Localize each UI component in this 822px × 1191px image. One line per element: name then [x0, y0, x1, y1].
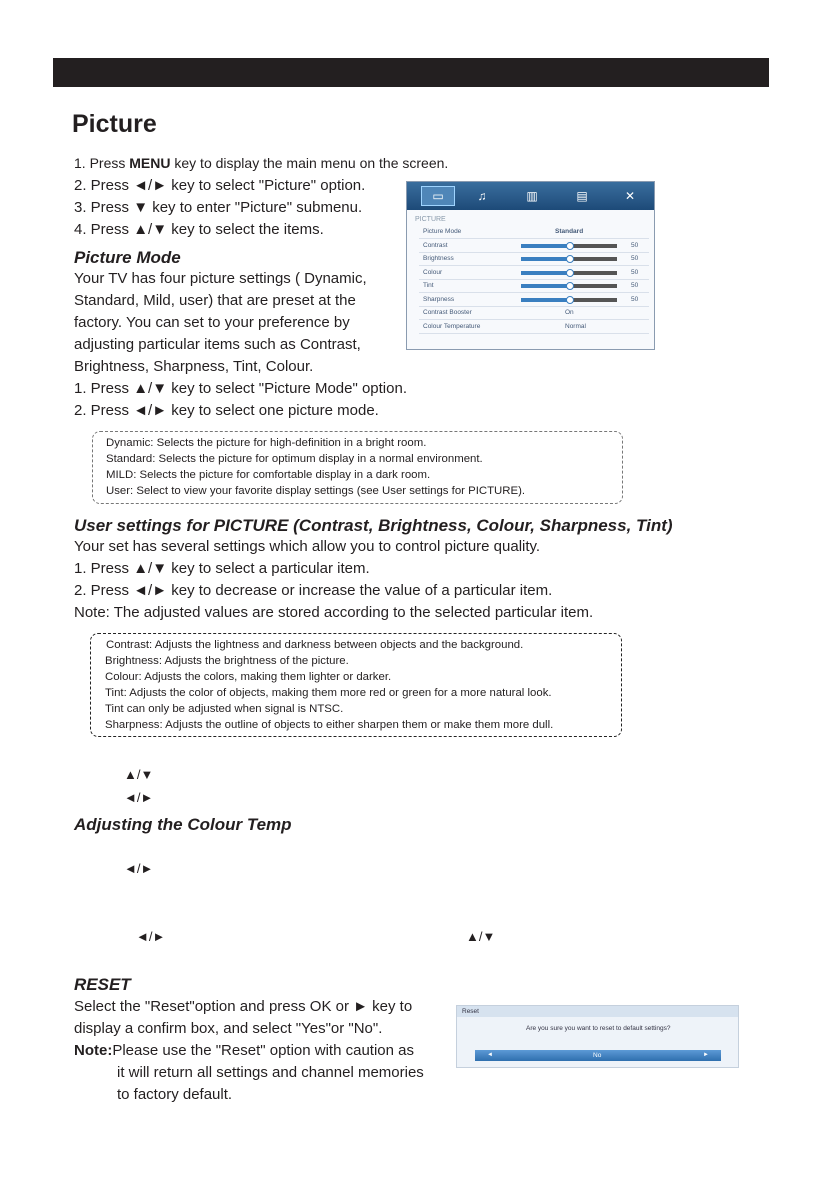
slider-fill — [521, 244, 569, 248]
menu-item-value: Normal — [565, 322, 586, 330]
info-brightness: Brightness: Adjusts the brightness of the picture. — [105, 655, 349, 667]
menu-item-value: 50 — [631, 282, 639, 289]
menu-row-divider — [419, 306, 649, 307]
slider-fill — [521, 271, 569, 275]
picture-mode-text-4: adjusting particular items such as Contrast, — [74, 336, 361, 353]
setup-tab-icon: ✕ — [624, 189, 636, 203]
menu-body — [407, 210, 655, 350]
menu-item-label: Picture Mode — [423, 228, 462, 235]
user-settings-step-2: 2. Press ◄/► key to decrease or increase the value of a particular item. — [74, 582, 553, 599]
note-label: Note: — [74, 1042, 113, 1059]
right-arrow-icon: ► — [703, 1052, 709, 1058]
reset-note-2: it will return all settings and channel memories — [117, 1064, 424, 1081]
down-key-icon: ▼ — [133, 199, 149, 216]
menu-item-label: Tint — [423, 282, 434, 289]
menu-row-divider — [419, 319, 649, 320]
step-1: 1. Press MENU key to display the main menu on the screen. — [74, 155, 449, 171]
picture-mode-text-1: Your TV has four picture settings ( Dynamic, — [74, 270, 367, 287]
info-sharpness: Sharpness: Adjusts the outline of objects to either sharpen them or make them more dull. — [105, 719, 554, 731]
reset-note-3: to factory default. — [117, 1086, 233, 1103]
info-standard: Standard: Selects the picture for optimum display in a normal environment. — [106, 453, 483, 465]
slider-knob — [566, 282, 574, 290]
slider-fill — [521, 298, 569, 302]
user-settings-intro: Your set has several settings which allow you to control picture quality. — [74, 538, 541, 555]
picture-mode-text-3: factory. You can set to your preference by — [74, 314, 350, 331]
menu-item-label: Colour — [423, 268, 443, 276]
menu-section-title: PICTURE — [415, 216, 446, 223]
menu-row-divider — [419, 333, 649, 334]
slider-knob — [566, 296, 574, 304]
menu-item-value: On — [565, 309, 574, 316]
slider-knob — [566, 255, 574, 263]
header-bar — [53, 58, 769, 87]
menu-icon-bar — [407, 182, 655, 210]
reset-dialog-title: Reset — [462, 1008, 479, 1015]
menu-row-divider — [419, 238, 649, 239]
menu-row-divider — [419, 292, 649, 293]
step-2: 2. Press ◄/► key to select "Picture" option. — [74, 177, 366, 194]
info-dynamic: Dynamic: Selects the picture for high-definition in a bright room. — [106, 437, 427, 449]
left-right-key-icon: ◄/► — [133, 177, 168, 194]
slider-knob — [566, 242, 574, 250]
picture-tab-icon: ▭ — [421, 186, 455, 206]
reset-note-1: Note:Please use the "Reset" option with caution as — [74, 1042, 414, 1059]
reset-text-2: display a confirm box, and select "Yes"or "No". — [74, 1020, 383, 1037]
channel-tab-icon: ▥ — [526, 189, 538, 203]
slider-fill — [521, 257, 569, 261]
menu-item-label: Sharpness — [423, 295, 455, 303]
info-user: User: Select to view your favorite display settings (see User settings for PICTURE). — [106, 485, 526, 497]
info-mild: MILD: Selects the picture for comfortable display in a dark room. — [106, 469, 431, 481]
slider-knob — [566, 269, 574, 277]
info-tint: Tint: Adjusts the color of objects, making them more red or green for a more natural look. — [105, 687, 552, 699]
menu-item-value: 50 — [631, 268, 639, 276]
reset-text-1: Select the "Reset"option and press OK or ► key to — [74, 998, 413, 1015]
picture-mode-text-2: Standard, Mild, user) that are preset at the — [74, 292, 356, 309]
menu-item-value: 50 — [631, 241, 639, 249]
picture-menu-screenshot — [406, 181, 655, 350]
info-colour: Colour: Adjusts the colors, making them lighter or darker. — [105, 671, 392, 683]
reset-dialog-screenshot — [456, 1005, 739, 1068]
reset-dialog-header — [457, 1006, 738, 1017]
time-tab-icon: ▤ — [576, 189, 588, 203]
picture-mode-text-5: Brightness, Sharpness, Tint, Colour. — [74, 358, 314, 375]
reset-dialog-question: Are you sure you want to reset to default settings? — [526, 1025, 671, 1032]
menu-key: MENU — [129, 155, 171, 171]
menu-row-divider — [419, 252, 649, 253]
step-3: 3. Press ▼ key to enter "Picture" submenu. — [74, 199, 363, 216]
up-down-key-icon: ▲/▼ — [124, 767, 154, 782]
menu-item-value: 50 — [631, 295, 639, 303]
left-right-key-icon: ◄/► — [124, 790, 154, 805]
left-right-key-icon: ◄/► — [133, 402, 168, 419]
reset-heading: RESET — [74, 975, 131, 994]
menu-row-divider — [419, 279, 649, 280]
menu-item-value: Standard — [555, 228, 584, 235]
step-4: 4. Press ▲/▼ key to select the items. — [74, 221, 324, 238]
left-right-key-icon: ◄/► — [133, 582, 168, 599]
picture-mode-info-box — [92, 431, 623, 504]
menu-item-value: 50 — [631, 255, 639, 262]
user-settings-info-box — [90, 633, 622, 737]
left-arrow-icon: ◄ — [487, 1052, 493, 1058]
menu-item-label: Contrast Booster — [423, 309, 472, 316]
picture-mode-heading: Picture Mode — [74, 248, 181, 267]
left-right-key-icon: ◄/► — [124, 861, 154, 876]
menu-row-divider — [419, 265, 649, 266]
colour-temp-heading: Adjusting the Colour Temp — [74, 815, 292, 834]
user-settings-step-1: 1. Press ▲/▼ key to select a particular item. — [74, 560, 370, 577]
left-right-key-icon: ◄/► — [136, 929, 166, 944]
info-tint-ntsc: Tint can only be adjusted when signal is NTSC. — [105, 703, 344, 715]
user-settings-heading: User settings for PICTURE (Contrast, Brightness, Colour, Sharpness, Tint) — [74, 516, 673, 535]
user-settings-note: Note: The adjusted values are stored according to the selected particular item. — [74, 604, 594, 621]
picture-mode-step-1: 1. Press ▲/▼ key to select "Picture Mode" option. — [74, 380, 407, 397]
up-down-key-icon: ▲/▼ — [133, 560, 168, 577]
sound-tab-icon: ♫ — [477, 189, 487, 203]
slider-fill — [521, 284, 569, 288]
menu-item-label: Contrast — [423, 241, 448, 249]
menu-item-label: Brightness — [423, 255, 454, 262]
menu-item-label: Colour Temperature — [423, 322, 481, 330]
up-down-key-icon: ▲/▼ — [133, 221, 168, 238]
up-down-key-icon: ▲/▼ — [133, 380, 168, 397]
page-title: Picture — [72, 110, 157, 138]
picture-mode-step-2: 2. Press ◄/► key to select one picture mode. — [74, 402, 379, 419]
up-down-key-icon: ▲/▼ — [466, 929, 496, 944]
reset-choice-value: No — [593, 1052, 602, 1059]
reset-choice-bar — [475, 1050, 721, 1061]
info-contrast: Contrast: Adjusts the lightness and darkness between objects and the background. — [106, 639, 524, 651]
